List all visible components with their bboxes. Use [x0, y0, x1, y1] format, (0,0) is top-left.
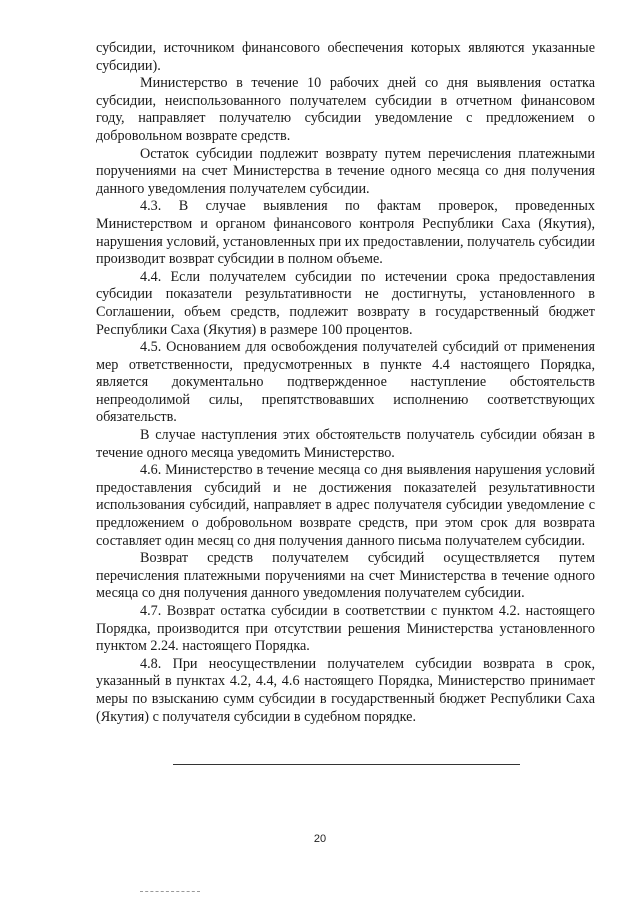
paragraph-4-8: 4.8. При неосуществлении получателем субсидии возврата в срок, указанный в пунктах 4.2, 4.4, 4.6 настоящего Порядка, Министерство принимает меры по взысканию сумм субсидии в государственный бюджет Республики Саха (Якутия) с получателя субсидии в судебном порядке. [96, 655, 595, 725]
paragraph-continuation: субсидии, источником финансового обеспечения которых являются указанные субсидии). [96, 40, 595, 74]
end-separator-line [173, 764, 520, 765]
page-number: 20 [313, 833, 327, 845]
scan-artifact-line [140, 891, 200, 892]
paragraph-4-6: 4.6. Министерство в течение месяца со дня выявления нарушения условий предоставления субсидий и не достижения показателей результативности использования субсидий, направляет в адрес получателя субсидии уведомление с предложением о добровольном возврате средств, при этом срок для возврата составляет один месяц со дня получения данного письма получателем субсидии. [96, 462, 595, 549]
paragraph-4-7: 4.7. Возврат остатка субсидии в соответствии с пунктом 4.2. настоящего Порядка, производится при отсутствии решения Министерства установленного пунктом 2.24. настоящего Порядка. [96, 603, 595, 655]
paragraph-remainder-return: Остаток субсидии подлежит возврату путем перечисления платежными поручениями на счет Министерства в течение одного месяца со дня получения данного уведомления получателем субсидии. [96, 145, 595, 197]
paragraph-4-3: 4.3. В случае выявления по фактам проверок, проведенных Министерством и органом финансового контроля Республики Саха (Якутия), нарушения условий, установленных при их предоставлении, получатель субсидии производит возврат субсидии в полном объеме. [96, 198, 596, 268]
paragraph-4-5: 4.5. Основанием для освобождения получателей субсидий от применения мер ответственности, предусмотренных в пункте 4.4 настоящего Порядка, является документально подтвержденное наступление обстоятельств непреодолимой силы, препятствовавших исполнению соответствующих обязательств. [96, 339, 595, 426]
paragraph-return-procedure: Возврат средств получателем субсидий осуществляется путем перечисления платежными поручениями на счет Министерства в течение одного месяца со дня получения данного уведомления получателем субсидии. [96, 550, 595, 602]
paragraph-4-4: 4.4. Если получателем субсидии по истечении срока предоставления субсидии показатели результативности не достигнуты, установленного в Соглашении, объем средств, подлежит возврату в государственный бюджет Республики Саха (Якутия) в размере 100 процентов. [96, 268, 595, 338]
paragraph-force-majeure-notice: В случае наступления этих обстоятельств получатель субсидии обязан в течение одного месяца уведомить Министерство. [96, 427, 595, 461]
document-body [96, 40, 595, 726]
paragraph-ministry-notice: Министерство в течение 10 рабочих дней со дня выявления остатка субсидии, неиспользованного получателем субсидии в отчетном финансовом году, направляет получателю субсидии уведомление с предложением о добровольном возврате средств. [96, 75, 595, 144]
